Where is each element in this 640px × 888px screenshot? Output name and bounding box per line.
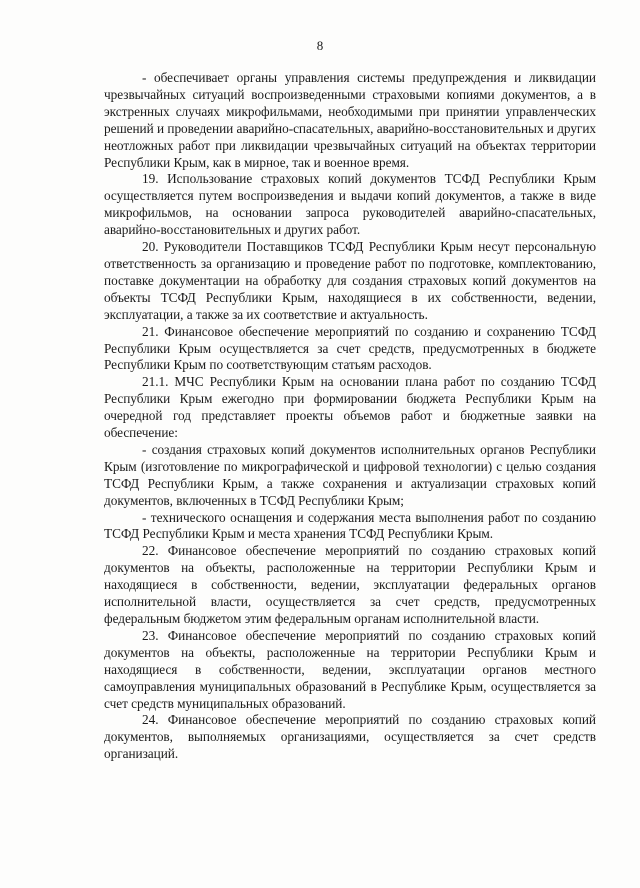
paragraph-21-1: 21.1. МЧС Республики Крым на основании плана работ по созданию ТСФД Республики Крым ежегодно при формировании бюджета Республики Крым на очередной год представляет проекты объемов работ и бюджетные заявки на обеспечение: [104, 374, 596, 441]
paragraph-emergency-management-bullet: - обеспечивает органы управления системы предупреждения и ликвидации чрезвычайных ситуаций воспроизведенными страховыми копиями документов, а в экстренных случаях микрофильмами, необходимыми при принятии управленческих решений и проведении аварийно-спасательных, аварийно-восстановительных и других неотложных работ при ликвидации чрезвычайных ситуаций на объектах территории Республики Крым, как в мирное, так и военное время. [104, 70, 596, 170]
paragraph-23: 23. Финансовое обеспечение мероприятий по созданию страховых копий документов на объекты, расположенные на территории Республики Крым и находящиеся в собственности, ведении, эксплуатации органов местного самоуправления муниципальных образований в Республике Крым, осуществляется за счет средств муниципальных образований. [104, 627, 596, 711]
paragraph-21: 21. Финансовое обеспечение мероприятий по созданию и сохранению ТСФД Республики Крым осуществляется за счет средств, предусмотренных в бюджете Республики Крым по соответствующим статьям расходов. [104, 323, 596, 373]
document-body [104, 70, 596, 763]
paragraph-21-1-bullet-copies: - создания страховых копий документов исполнительных органов Республики Крым (изготовление по микрографической и цифровой технологии) с целью создания ТСФД Республики Крым, а также сохранения и актуализации страховых копий документов, включенных в ТСФД Республики Крым; [104, 441, 596, 508]
paragraph-19: 19. Использование страховых копий документов ТСФД Республики Крым осуществляется путем воспроизведения и выдачи копий документов, а также в виде микрофильмов, на основании запроса руководителей аварийно-спасательных, аварийно-восстановительных и других работ. [104, 171, 596, 238]
page-number: 8 [316, 38, 324, 53]
paragraph-24: 24. Финансовое обеспечение мероприятий по созданию страховых копий документов, выполняемых организациями, осуществляется за счет средств организаций. [104, 712, 596, 762]
paragraph-22: 22. Финансовое обеспечение мероприятий по созданию страховых копий документов на объекты, расположенные на территории Республики Крым и находящиеся в собственности, ведении, эксплуатации федеральных органов исполнительной власти, осуществляется за счет средств, предусмотренных федеральным бюджетом этим федеральным органам исполнительной власти. [104, 543, 596, 626]
paragraph-21-1-bullet-equipment: - технического оснащения и содержания места выполнения работ по созданию ТСФД Республики Крым и места хранения ТСФД Республики Крым. [104, 509, 596, 542]
paragraph-20: 20. Руководители Поставщиков ТСФД Республики Крым несут персональную ответственность за организацию и проведение работ по подготовке, комплектованию, поставке документации на обработку для создания страховых копий документов на объекты ТСФД Республики Крым, находящиеся в их собственности, ведении, эксплуатации, а также за их соответствие и актуальность. [104, 239, 596, 322]
